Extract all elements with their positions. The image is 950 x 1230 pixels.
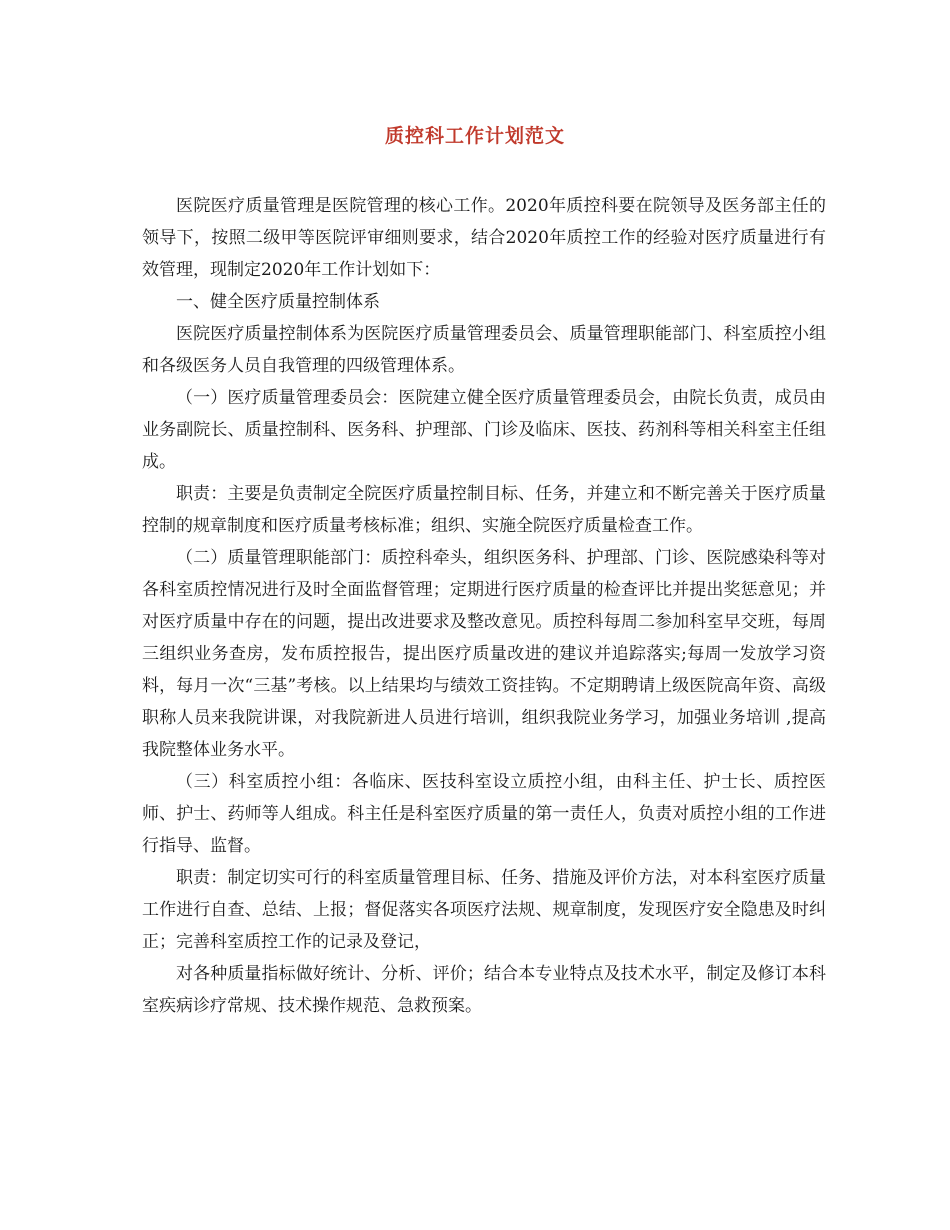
paragraph-intro: 医院医疗质量管理是医院管理的核心工作。2020年质控科要在院领导及医务部主任的领导下，按照二级甲等医院评审细则要求，结合2020年质控工作的经验对医疗质量进行有效管理，现制定2020年工作计划如下：	[142, 196, 826, 280]
section-heading-1: 一、健全医疗质量控制体系	[176, 292, 380, 312]
document-title: 质控科工作计划范文	[384, 125, 565, 147]
paragraph-statistics: 对各种质量指标做好统计、分析、评价；结合本专业特点及技术水平，制定及修订本科室疾病诊疗常规、技术操作规范、急救预案。	[142, 964, 826, 1016]
paragraph-functional-dept: （二）质量管理职能部门：质控科牵头，组织医务科、护理部、门诊、医院感染科等对各科室质控情况进行及时全面监督管理；定期进行医疗质量的检查评比并提出奖惩意见；并对医疗质量中存在的问题，提出改进要求及整改意见。质控科每周二参加科室早交班，每周三组织业务查房，发布质控报告，提出医疗质量改进的建议并追踪落实;每周一发放学习资料，每月一次“三基”考核。以上结果均与绩效工资挂钩。不定期聘请上级医院高年资、高级职称人员来我院讲课，对我院新进人员进行培训，组织我院业务学习，加强业务培训 ,提高我院整体业务水平。	[142, 548, 826, 760]
paragraph-committee-duties: 职责：主要是负责制定全院医疗质量控制目标、任务，并建立和不断完善关于医疗质量控制的规章制度和医疗质量考核标准；组织、实施全院医疗质量检查工作。	[142, 484, 826, 536]
paragraph-committee: （一）医疗质量管理委员会：医院建立健全医疗质量管理委员会，由院长负责，成员由业务副院长、质量控制科、医务科、护理部、门诊及临床、医技、药剂科等相关科室主任组成。	[142, 388, 826, 472]
document-body	[142, 190, 826, 1022]
paragraph-system: 医院医疗质量控制体系为医院医疗质量管理委员会、质量管理职能部门、科室质控小组和各级医务人员自我管理的四级管理体系。	[142, 324, 826, 376]
paragraph-group-duties: 职责：制定切实可行的科室质量管理目标、任务、措施及评价方法，对本科室医疗质量工作进行自查、总结、上报；督促落实各项医疗法规、规章制度，发现医疗安全隐患及时纠正；完善科室质控工作的记录及登记，	[142, 868, 826, 952]
paragraph-dept-group: （三）科室质控小组：各临床、医技科室设立质控小组，由科主任、护士长、质控医师、护士、药师等人组成。科主任是科室医疗质量的第一责任人，负责对质控小组的工作进行指导、监督。	[142, 772, 826, 856]
